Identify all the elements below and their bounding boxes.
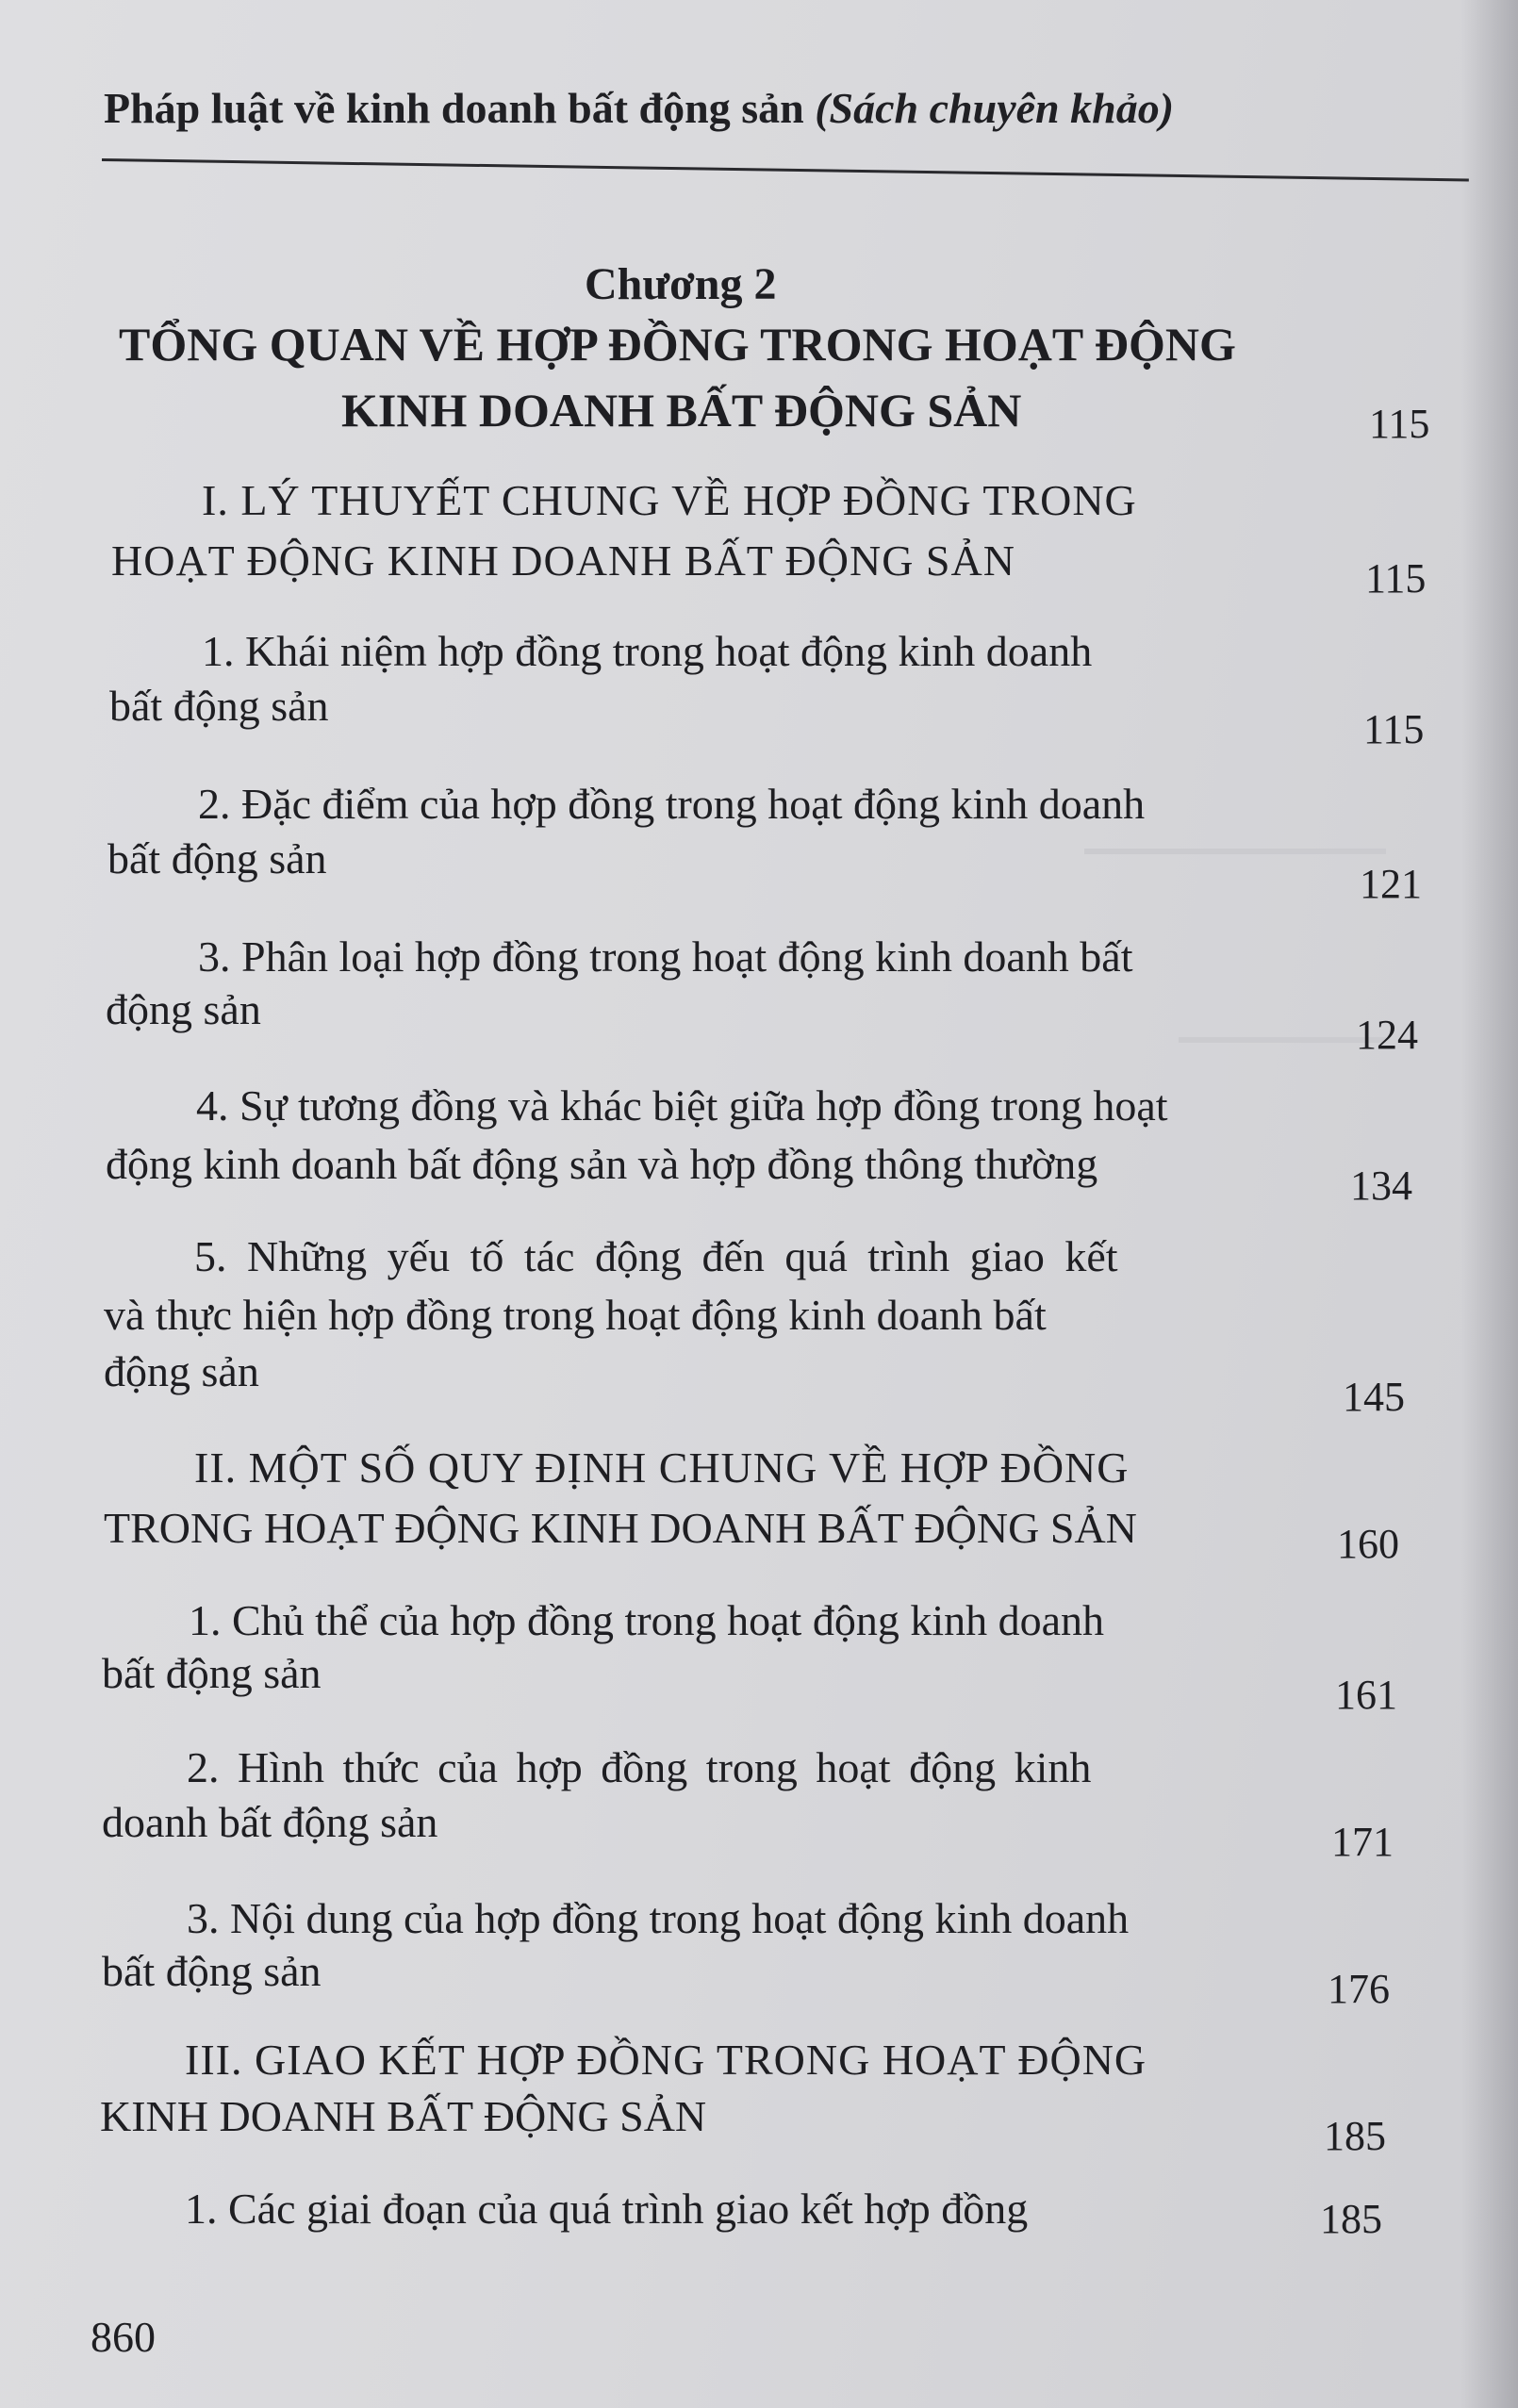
toc-page-number: 121 — [1360, 861, 1422, 907]
toc-entry-line: doanh bất động sản — [102, 1798, 438, 1846]
toc-page-number: 145 — [1343, 1374, 1405, 1420]
chapter-title-line-1: TỔNG QUAN VỀ HỢP ĐỒNG TRONG HOẠT ĐỘNG — [119, 318, 1236, 371]
toc-page-number: 134 — [1350, 1163, 1412, 1209]
toc-page-number: 185 — [1324, 2113, 1386, 2159]
toc-entry-line: KINH DOANH BẤT ĐỘNG SẢN — [100, 2092, 707, 2140]
toc-page-number: 171 — [1331, 1819, 1394, 1865]
toc-entry-line: bất động sản — [102, 1649, 322, 1697]
toc-entry-line: 4. Sự tương đồng và khác biệt giữa hợp đồng trong hoạt — [196, 1081, 1168, 1130]
chapter-label: Chương 2 — [585, 259, 777, 309]
toc-entry-line: bất động sản — [102, 1947, 322, 1995]
chapter-page-number: 115 — [1369, 401, 1430, 447]
toc-entry-line: III. GIAO KẾT HỢP ĐỒNG TRONG HOẠT ĐỘNG — [185, 2036, 1147, 2084]
toc-page-number: 160 — [1337, 1521, 1399, 1567]
toc-page-number: 161 — [1335, 1672, 1397, 1718]
toc-entry-line: TRONG HOẠT ĐỘNG KINH DOANH BẤT ĐỘNG SẢN — [104, 1504, 1137, 1552]
toc-entry-line: I. LÝ THUYẾT CHUNG VỀ HỢP ĐỒNG TRONG — [202, 476, 1137, 524]
toc-entry-line: 1. Khái niệm hợp đồng trong hoạt động kinh doanh — [202, 627, 1093, 675]
toc-entry-line: 2. Hình thức của hợp đồng trong hoạt động kinh — [187, 1743, 1092, 1791]
header-subtitle: (Sách chuyên khảo) — [815, 84, 1175, 132]
toc-entry-line: HOẠT ĐỘNG KINH DOANH BẤT ĐỘNG SẢN — [111, 536, 1015, 585]
toc-entry-line: 1. Chủ thể của hợp đồng trong hoạt động kinh doanh — [189, 1596, 1105, 1644]
toc-entry-line: động kinh doanh bất động sản và hợp đồng thông thường — [106, 1140, 1098, 1188]
toc-entry-line: động sản — [104, 1347, 259, 1395]
toc-entry-line: 2. Đặc điểm của hợp đồng trong hoạt động kinh doanh — [198, 780, 1146, 828]
chapter-title-line-2: KINH DOANH BẤT ĐỘNG SẢN — [341, 384, 1022, 437]
toc-entry-line: 5. Những yếu tố tác động đến quá trình giao kết — [194, 1232, 1118, 1280]
toc-entry-line: bất động sản — [107, 834, 327, 882]
toc-entry-line: và thực hiện hợp đồng trong hoạt động kinh doanh bất — [104, 1291, 1047, 1339]
toc-entry-line: bất động sản — [109, 682, 329, 730]
toc-page-number: 115 — [1365, 555, 1427, 602]
toc-entry-line: 3. Phân loại hợp đồng trong hoạt động kinh doanh bất — [198, 932, 1133, 981]
toc-page-number: 176 — [1328, 1966, 1390, 2012]
toc-entry-line: 1. Các giai đoạn của quá trình giao kết hợp đồng — [185, 2185, 1029, 2233]
toc-entry-line: II. MỘT SỐ QUY ĐỊNH CHUNG VỀ HỢP ĐỒNG — [194, 1443, 1130, 1492]
toc-page-number: 124 — [1356, 1012, 1418, 1058]
toc-page-number: 115 — [1363, 706, 1425, 752]
footer-page-number: 860 — [91, 2313, 156, 2361]
page-edge-shadow — [1461, 0, 1518, 2408]
header-title: Pháp luật về kinh doanh bất động sản — [104, 84, 804, 132]
toc-entry-line: động sản — [106, 985, 261, 1033]
toc-page-number: 185 — [1320, 2196, 1382, 2242]
toc-entry-line: 3. Nội dung của hợp đồng trong hoạt động kinh doanh — [187, 1894, 1130, 1942]
